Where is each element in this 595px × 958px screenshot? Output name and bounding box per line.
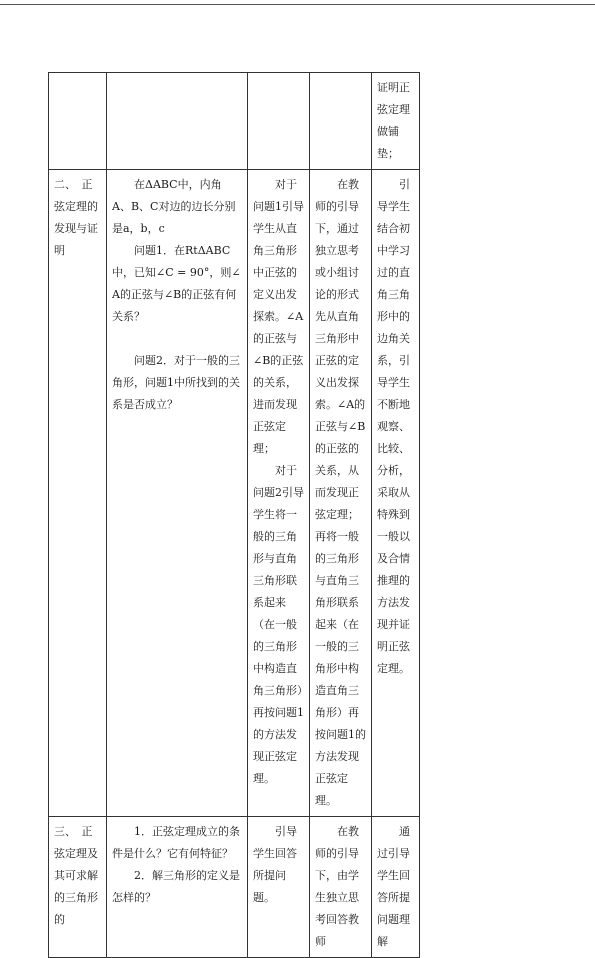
student-cell: [310, 170, 372, 817]
stage-cell: 三、 正弦定理及其可求解的三角形的: [49, 817, 107, 958]
teacher-cell: [248, 170, 310, 817]
content-text: A、B、C对边的边长分别是a，b，c: [112, 200, 236, 235]
table-row: [49, 73, 420, 170]
intent-cell: [372, 817, 420, 958]
student-text: 在教师的引导下，由学生独立思考回答教师: [315, 825, 359, 948]
teacher-cell: [248, 73, 310, 170]
content-cell: [107, 817, 248, 958]
intent-cell: [372, 170, 420, 817]
question-2: 问题2．对于一般的三角形，问题1中所找到的关系是否成立？: [112, 354, 240, 411]
intent-text: 引导学生结合初中学习过的直角三角形中的边角关系，引导学生不断地观察、比较、分析，采取从特殊到一般以及合情推理的方法发现并证明正弦定理。: [377, 178, 410, 675]
page-top-rule: [0, 4, 595, 5]
lesson-plan-table: [48, 72, 420, 958]
student-text: 在教师的引导下，通过独立思考或小组讨论的形式先从直角三角形中正弦的定义出发探索。∠A的正弦与∠B的正弦的关系，从而发现正弦定理；再将一般的三角形与直角三角形联系起来（在一般的三角形中构造直角三角形）再按问题1的方法发现正弦定理。: [315, 178, 366, 807]
teacher-text: 引导学生回答所提问题。: [253, 825, 297, 904]
content-text: 1．正弦定理成立的条件是什么？它有何特征？: [112, 825, 240, 860]
intent-cell: 证明正弦定理做铺垫；: [372, 73, 420, 170]
content-cell: [107, 73, 248, 170]
stage-cell: [49, 73, 107, 170]
teacher-text: 对于问题2引导学生将一般的三角形与直角三角形联系起来（在一般的三角形中构造直角三角形）再按问题1的方法发现正弦定理。: [253, 464, 304, 785]
content-cell: [107, 170, 248, 817]
student-cell: [310, 73, 372, 170]
table-row: [49, 817, 420, 958]
content-text: 2．解三角形的定义是怎样的？: [112, 869, 240, 904]
question-1: 问题1．在RtΔABC中，已知∠C = 90°，则∠A的正弦与∠B的正弦有何关系？: [112, 244, 241, 323]
table-row: [49, 170, 420, 817]
content-text: 在ΔABC中，内角: [134, 178, 222, 191]
intent-text: 通过引导学生回答所提问题理解: [377, 825, 410, 948]
teacher-text: 对于问题1引导学生从直角三角形中正弦的定义出发探索。∠A的正弦与∠B的正弦的关系，进而发现正弦定理；: [253, 178, 304, 455]
teacher-cell: [248, 817, 310, 958]
stage-cell: 二、 正弦定理的发现与证明: [49, 170, 107, 817]
student-cell: [310, 817, 372, 958]
